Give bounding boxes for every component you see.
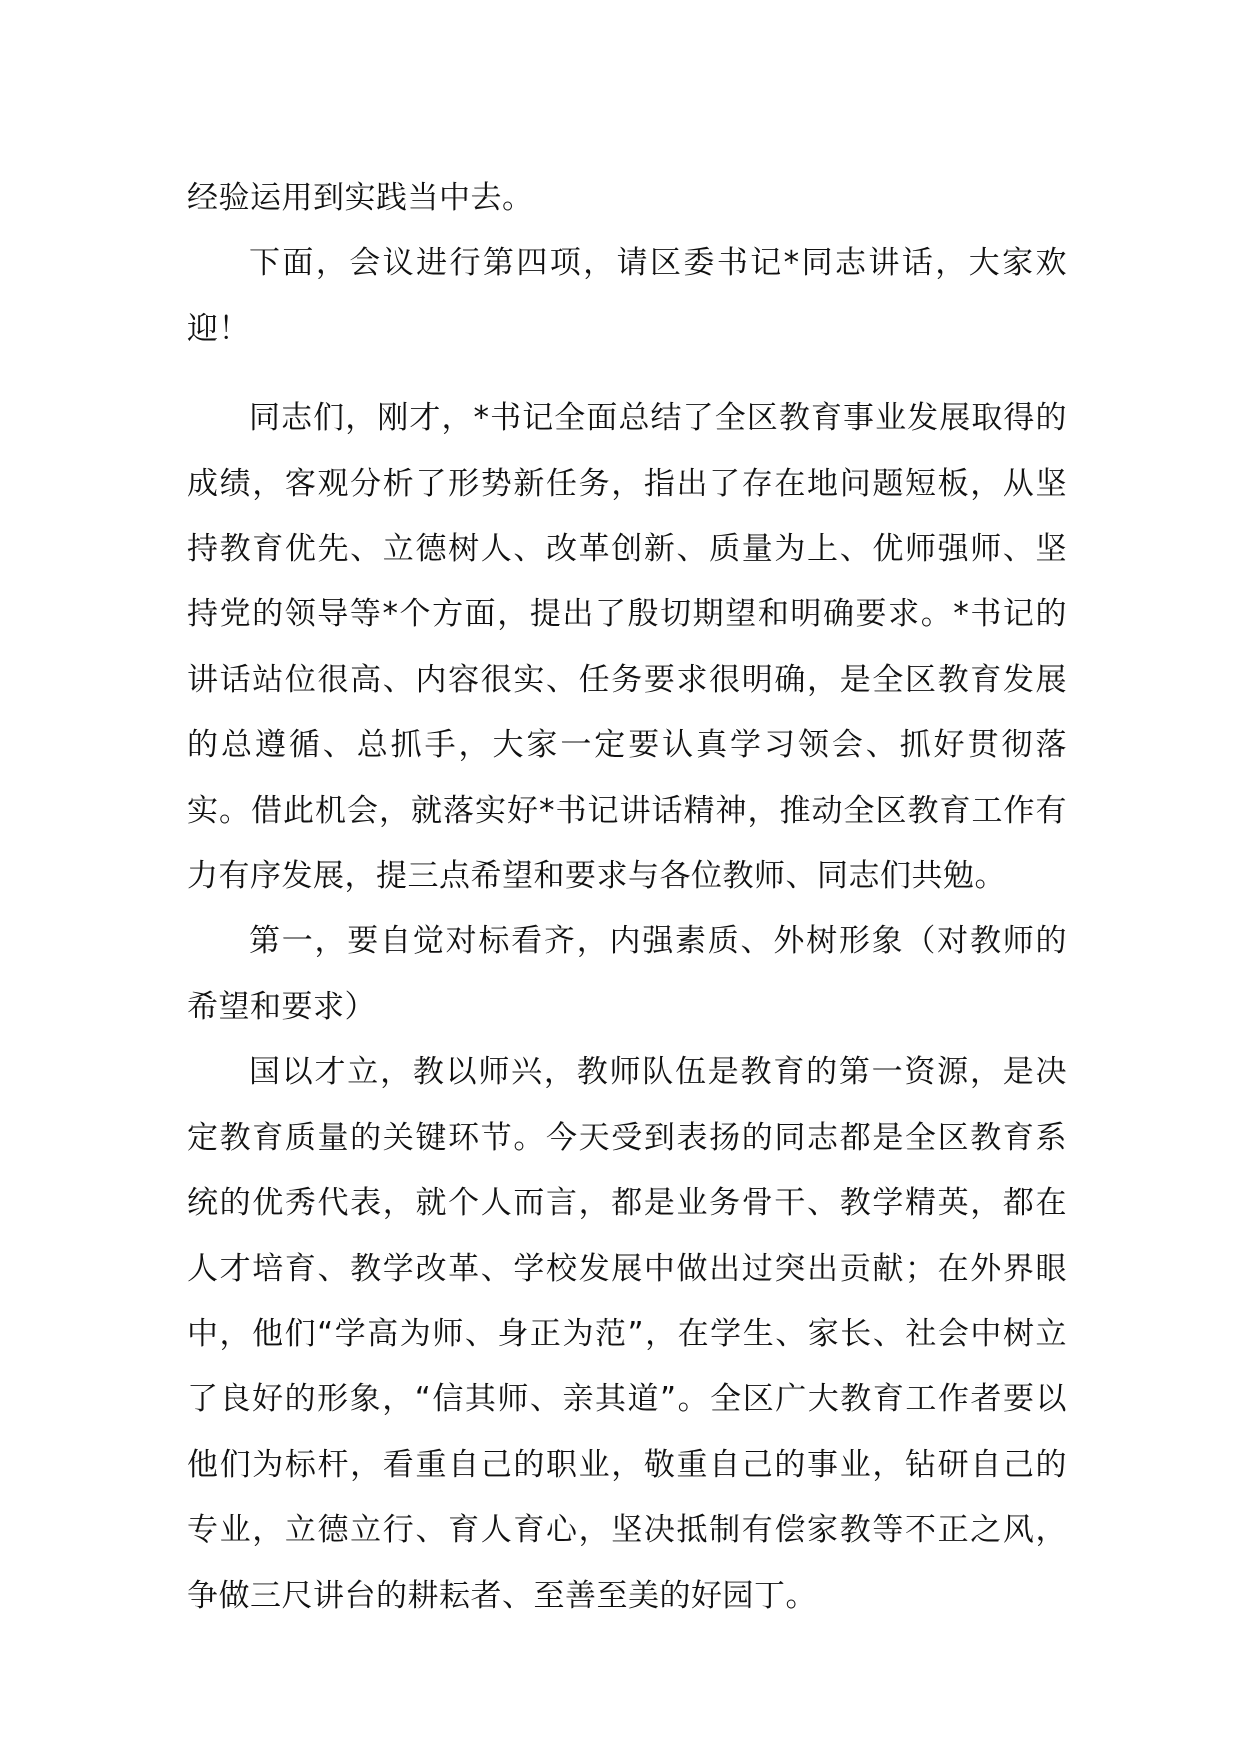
document-body	[187, 166, 1067, 1629]
paragraph-speech-intro: 同志们，刚才，*书记全面总结了全区教育事业发展取得的成绩，客观分析了形势新任务，指出了存在地问题短板，从坚持教育优先、立德树人、改革创新、质量为上、优师强师、坚持党的领导等*个方面，提出了殷切期望和明确要求。*书记的讲话站位很高、内容很实、任务要求很明确，是全区教育发展的总遵循、总抓手，大家一定要认真学习领会、抓好贯彻落实。借此机会，就落实好*书记讲话精神，推动全区教育工作有力有序发展，提三点希望和要求与各位教师、同志们共勉。	[187, 400, 1067, 895]
paragraph-agenda-item: 下面，会议进行第四项，请区委书记*同志讲话，大家欢迎！	[187, 245, 1067, 347]
section-heading-first: 第一，要自觉对标看齐，内强素质、外树形象（对教师的希望和要求）	[187, 923, 1067, 1025]
paragraph-teachers: 国以才立，教以师兴，教师队伍是教育的第一资源，是决定教育质量的关键环节。今天受到表扬的同志都是全区教育系统的优秀代表，就个人而言，都是业务骨干、教学精英，都在人才培育、教学改革、学校发展中做出过突出贡献；在外界眼中，他们“学高为师、身正为范”，在学生、家长、社会中树立了良好的形象，“信其师、亲其道”。全区广大教育工作者要以他们为标杆，看重自己的职业，敬重自己的事业，钻研自己的专业，立德立行、育人育心，坚决抵制有偿家教等不正之风，争做三尺讲台的耕耘者、至善至美的好园丁。	[187, 1054, 1067, 1614]
paragraph-continuation: 经验运用到实践当中去。	[187, 180, 534, 216]
